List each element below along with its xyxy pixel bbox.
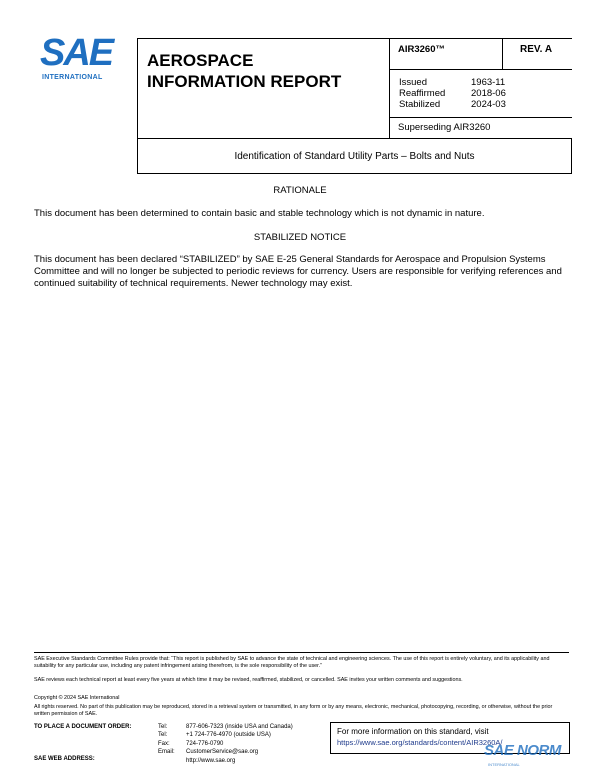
date-table [399,77,531,110]
date-row-stabilized [399,99,531,110]
contact-value: 877-606-7323 (inside USA and Canada) [186,724,293,730]
rationale-heading: RATIONALE [273,185,327,196]
revision-label: REV. A [520,44,553,55]
contact-email[interactable]: CustomerService@sae.org [186,749,259,756]
contact-list [158,723,293,765]
contact-row [158,748,293,756]
dates-divider [390,117,572,118]
rationale-text: This document has been determined to contain basic and stable technology which is not dynamic in nature. [34,208,485,219]
web-address-label: SAE WEB ADDRESS: [34,756,95,762]
stabilized-heading: STABILIZED NOTICE [253,232,347,243]
date-label: Issued [399,77,427,88]
watermark-subtext: INTERNATIONAL [488,762,520,767]
title-cell [137,38,390,138]
rev-divider-horizontal [390,69,572,70]
contact-row [158,731,293,739]
document-id: AIR3260™ [398,44,445,55]
sae-logo [40,34,126,84]
document-subtitle: Identification of Standard Utility Parts – Bolts and Nuts [234,151,475,162]
date-row-reaffirmed [399,88,531,99]
logo-brand: SAE [40,32,113,74]
date-label: Reaffirmed [399,88,446,99]
contact-row [158,740,293,748]
contact-key [158,757,186,765]
document-type-title [147,50,341,92]
contact-value: 724-776-0790 [186,740,224,747]
title-line-2: INFORMATION REPORT [147,72,342,91]
footer-rules-text: SAE Executive Standards Committee Rules provide that: “This report is published by SAE to advance the state of technical and engineering sciences. The use of this report is entirely voluntary, and its applicability and suitability for any particular use, including any patent infringement arising therefrom, is the sole responsibility of the user.” [34,656,550,669]
standard-url-link[interactable]: https://www.sae.org/standards/content/AIR3260A/ [337,738,503,747]
footer-copyright: Copyright © 2024 SAE International [34,695,120,701]
date-value: 1963-11 [471,77,506,88]
logo-subtext: INTERNATIONAL [42,74,103,81]
stabilized-text: This document has been declared “STABILIZED” by SAE E-25 General Standards for Aerospace and Propulsion Systems Committee and will no longer be subjected to periodic reviews for currency. Users are responsible for verifying references and continued suitability of technical requirements. Newer technology may exist. [34,254,562,289]
contact-row [158,757,293,765]
info-title: For more information on this standard, visit [337,727,489,736]
contact-value: +1 724-776-4970 (outside USA) [186,732,271,739]
date-row-issued [399,77,531,88]
footer-review-text: SAE reviews each technical report at least every five years at which time it may be revised, reaffirmed, stabilized, or cancelled. SAE invites your written comments and suggestions. [34,677,463,683]
website-link[interactable]: http://www.sae.org [186,757,236,764]
watermark-logo: SAE NORM [484,742,561,759]
subtitle-box [137,138,572,174]
contact-key: Tel: [158,724,168,730]
title-line-1: AEROSPACE [147,51,254,70]
order-label: TO PLACE A DOCUMENT ORDER: [34,724,132,730]
contact-key: Email: [158,749,175,756]
contact-row [158,723,293,731]
superseding-note: Superseding AIR3260 [398,122,491,133]
contact-key: Tel: [158,732,168,739]
footer-rights-text: All rights reserved. No part of this publication may be reproduced, stored in a retrieval system or transmitted, in any form or by any means, electronic, mechanical, photocopying, recording, or otherwise, without the prior written permission of SAE. [34,704,553,717]
date-value: 2018-06 [471,88,506,99]
rev-divider [502,38,503,69]
date-value: 2024-03 [471,99,506,110]
date-label: Stabilized [399,99,441,110]
contact-key: Fax: [158,740,170,747]
footer-rule [34,652,569,653]
